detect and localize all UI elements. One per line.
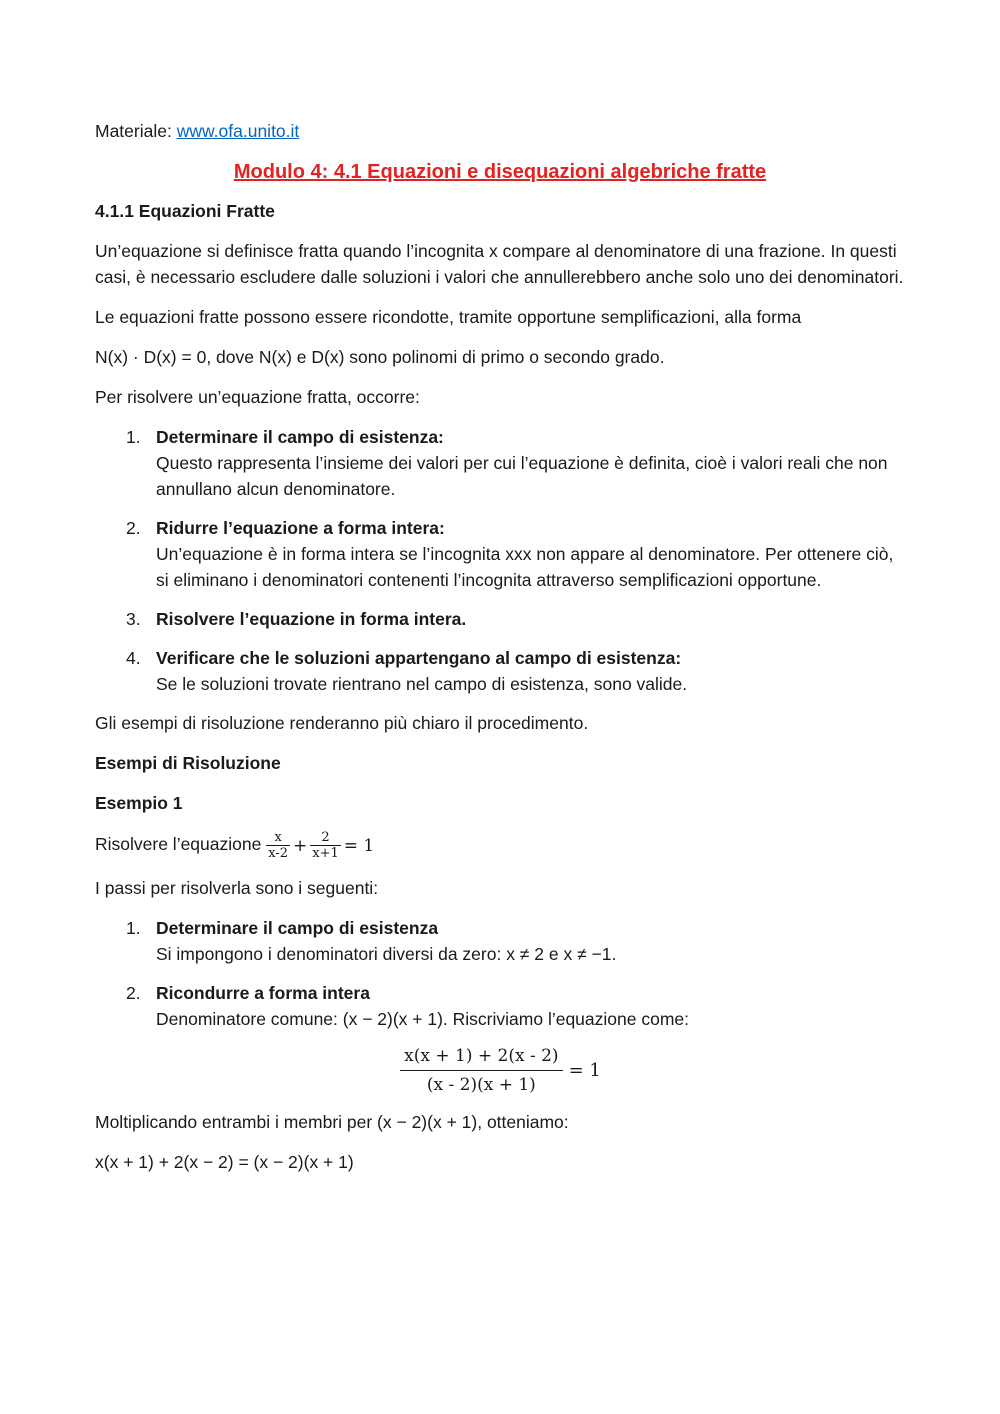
step-body: Denominatore comune: (x − 2)(x + 1). Riscriviamo l’equazione come: — [156, 1009, 689, 1029]
examples-heading: Esempi di Risoluzione — [95, 753, 281, 773]
multiply-paragraph: Moltiplicando entrambi i membri per (x − 2)(x + 1), otteniamo: — [95, 1112, 569, 1132]
step-title: Ridurre l’equazione a forma intera: — [156, 518, 445, 538]
fraction-1-numerator: x — [266, 830, 290, 846]
step-number: 3. — [126, 609, 141, 629]
material-line — [95, 118, 905, 144]
plus-operator: + — [293, 835, 308, 856]
display-rhs: = 1 — [568, 1059, 601, 1081]
display-denominator: (x - 2)(x + 1) — [426, 1075, 536, 1095]
equation-rhs: = 1 — [343, 835, 375, 856]
result-equation: x(x + 1) + 2(x − 2) = (x − 2)(x + 1) — [95, 1152, 354, 1172]
step-body: Un’equazione è in forma intera se l’incognita xxx non appare al denominatore. Per ottenere ciò, si eliminano i denominatori contenenti l’incognita attraverso semplificazioni opportune. — [156, 544, 894, 590]
procedure-step — [95, 515, 905, 593]
example-1-heading: Esempio 1 — [95, 793, 183, 813]
example-steps-list — [95, 915, 905, 1097]
step-number: 1. — [126, 427, 141, 447]
material-label: Materiale: — [95, 121, 172, 141]
procedure-steps-list — [95, 424, 905, 697]
step-title: Determinare il campo di esistenza — [156, 918, 439, 938]
step-title: Determinare il campo di esistenza: — [156, 427, 444, 447]
step-title: Verificare che le soluzioni appartengano al campo di esistenza: — [156, 648, 682, 668]
section-heading: 4.1.1 Equazioni Fratte — [95, 201, 275, 221]
step-body: Se le soluzioni trovate rientrano nel campo di esistenza, sono valide. — [156, 674, 688, 694]
display-fraction — [400, 1044, 562, 1097]
procedure-step — [95, 424, 905, 502]
step-title: Ricondurre a forma intera — [156, 983, 370, 1003]
closing-paragraph: Gli esempi di risoluzione renderanno più chiaro il procedimento. — [95, 713, 589, 733]
step-title: Risolvere l’equazione in forma intera. — [156, 609, 467, 629]
example-1-prompt — [95, 830, 905, 861]
page-title: Modulo 4: 4.1 Equazioni e disequazioni algebriche fratte — [233, 161, 767, 183]
fraction-2-denominator: x+1 — [312, 846, 339, 861]
step-number: 1. — [126, 918, 141, 938]
step-number: 4. — [126, 648, 141, 668]
step-body: Questo rappresenta l’insieme dei valori per cui l’equazione è definita, cioè i valori reali che non annullano alcun denominatore. — [156, 453, 888, 499]
step-body: Si impongono i denominatori diversi da zero: x ≠ 2 e x ≠ −1. — [156, 944, 617, 964]
example-steps-intro: I passi per risolverla sono i seguenti: — [95, 878, 379, 898]
display-equation — [96, 1044, 905, 1097]
display-numerator: x(x + 1) + 2(x - 2) — [400, 1044, 562, 1071]
fraction-2 — [310, 830, 341, 861]
fraction-1 — [266, 830, 290, 861]
fraction-1-denominator: x-2 — [268, 846, 289, 861]
fraction-2-numerator: 2 — [310, 830, 341, 846]
material-link[interactable]: www.ofa.unito.it — [176, 121, 300, 141]
reduction-paragraph: Le equazioni fratte possono essere ricondotte, tramite opportune semplificazioni, alla forma — [95, 307, 802, 327]
example-step — [95, 980, 905, 1097]
document-page — [95, 118, 905, 1189]
example-equation — [266, 830, 377, 861]
example-step — [95, 915, 905, 967]
form-paragraph: N(x) · D(x) = 0, dove N(x) e D(x) sono polinomi di primo o secondo grado. — [95, 347, 665, 367]
intro-paragraph: Un’equazione si definisce fratta quando l’incognita x compare al denominatore di una frazione. In questi casi, è necessario escludere dalle soluzioni i valori che annullerebbero anche solo uno dei denominatori. — [95, 241, 904, 287]
steps-intro: Per risolvere un’equazione fratta, occorre: — [95, 387, 420, 407]
example-prompt-text: Risolvere l’equazione — [95, 834, 262, 855]
procedure-step — [95, 606, 905, 632]
procedure-step — [95, 645, 905, 697]
step-number: 2. — [126, 983, 141, 1003]
step-number: 2. — [126, 518, 141, 538]
